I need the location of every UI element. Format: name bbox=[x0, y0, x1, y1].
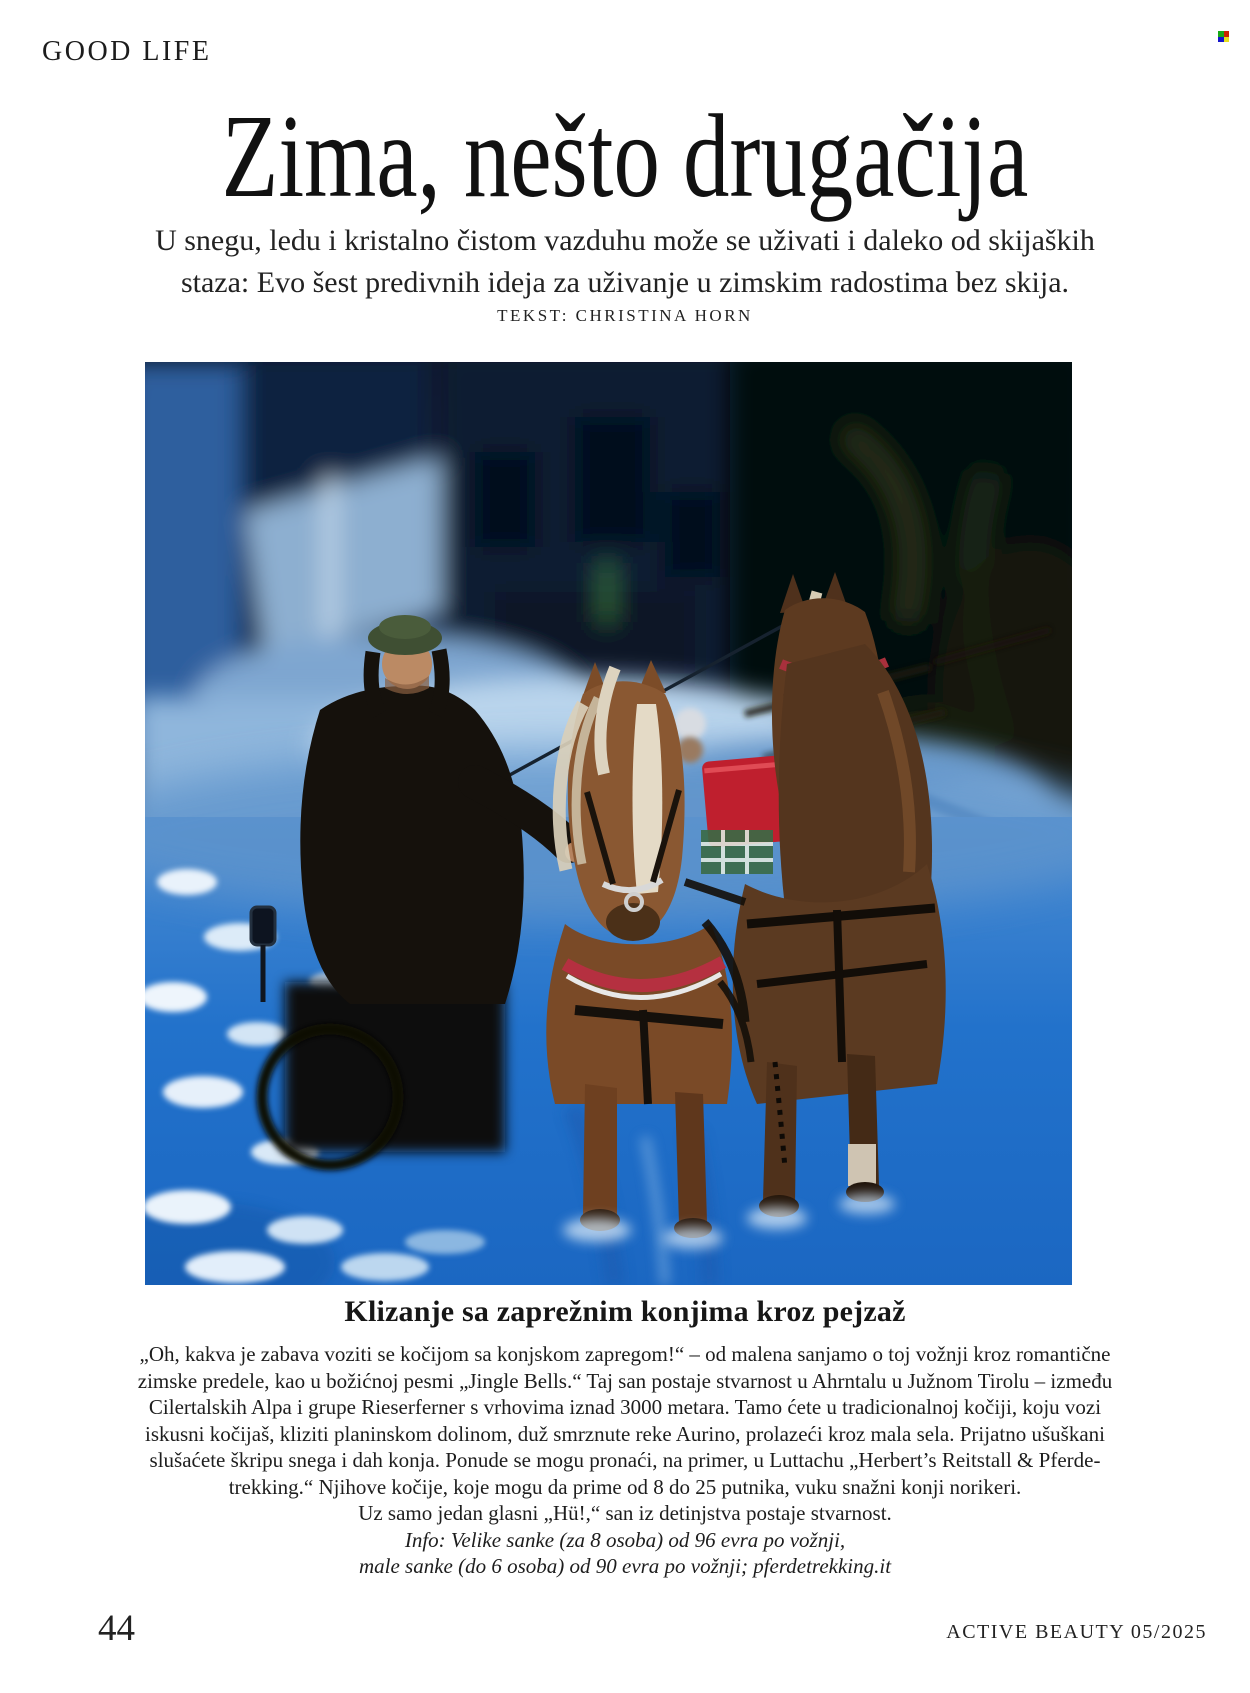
body-line: Cilertalskih Alpa i grupe Rieserferner s vrhovima iznad 3000 metara. Tamo ćete u tradicionalnoj kočiji, koju vozi bbox=[148, 1395, 1102, 1419]
subtitle-line: U snegu, ledu i kristalno čistom vazduhu može se uživati i daleko od skijaških bbox=[155, 224, 1095, 257]
info-lines bbox=[55, 1527, 1195, 1580]
photo-caption-heading: Klizanje sa zaprežnim konjima kroz pejzaž bbox=[344, 1295, 906, 1328]
hero-photo bbox=[145, 362, 1072, 1285]
info-line: Info: Velike sanke (za 8 osoba) od 96 evra po vožnji, bbox=[404, 1527, 846, 1552]
page-footer bbox=[0, 1601, 1250, 1661]
body-line: zimske predele, kao u božićnoj pesmi „Jingle Bells.“ Taj san postaje stvarnost u Ahrntalu u Južnom Tirolu – između bbox=[137, 1368, 1113, 1393]
page-number: 44 bbox=[98, 1608, 135, 1649]
hero-photo-illustration bbox=[145, 362, 1072, 1285]
body-line: slušaćete škripu snega i dah konja. Ponude se mogu pronaći, na primer, u Luttachu „Herbert’s Reitstall & Pferde- bbox=[149, 1448, 1101, 1472]
byline: TEKST: CHRISTINA HORN bbox=[497, 306, 753, 325]
article-subtitle bbox=[35, 220, 1215, 304]
body-line: trekking.“ Njihove kočije, koje mogu da prime od 8 do 25 putnika, vuku snažni konji norikeri. bbox=[228, 1474, 1022, 1499]
section-label: GOOD LIFE bbox=[42, 36, 212, 67]
body-lines bbox=[55, 1341, 1195, 1527]
info-line: male sanke (do 6 osoba) od 90 evra po vožnji; pferdetrekking.it bbox=[358, 1554, 892, 1578]
body-line: iskusni kočijaš, kliziti planinskom dolinom, duž smrznute reke Aurino, prolazeći kroz mala sela. Prijatno ušuškani bbox=[145, 1421, 1105, 1446]
dm-logo-icon bbox=[1218, 31, 1229, 42]
magazine-credit: ACTIVE BEAUTY 05/2025 bbox=[946, 1621, 1207, 1643]
article-body bbox=[55, 1341, 1195, 1580]
body-line: „Oh, kakva je zabava voziti se kočijom sa konjskom zapregom!“ – od malena sanjamo o toj vožnji kroz romantične bbox=[139, 1342, 1111, 1366]
logo-square-yellow bbox=[1224, 37, 1230, 43]
body-line: Uz samo jedan glasni „Hü!,“ san iz detinjstva postaje stvarnost. bbox=[358, 1501, 892, 1525]
subtitle-line: staza: Evo šest predivnih ideja za uživanje u zimskim radostima bez skija. bbox=[180, 266, 1070, 299]
article-title: Zima, nešto drugačija bbox=[221, 90, 1029, 222]
